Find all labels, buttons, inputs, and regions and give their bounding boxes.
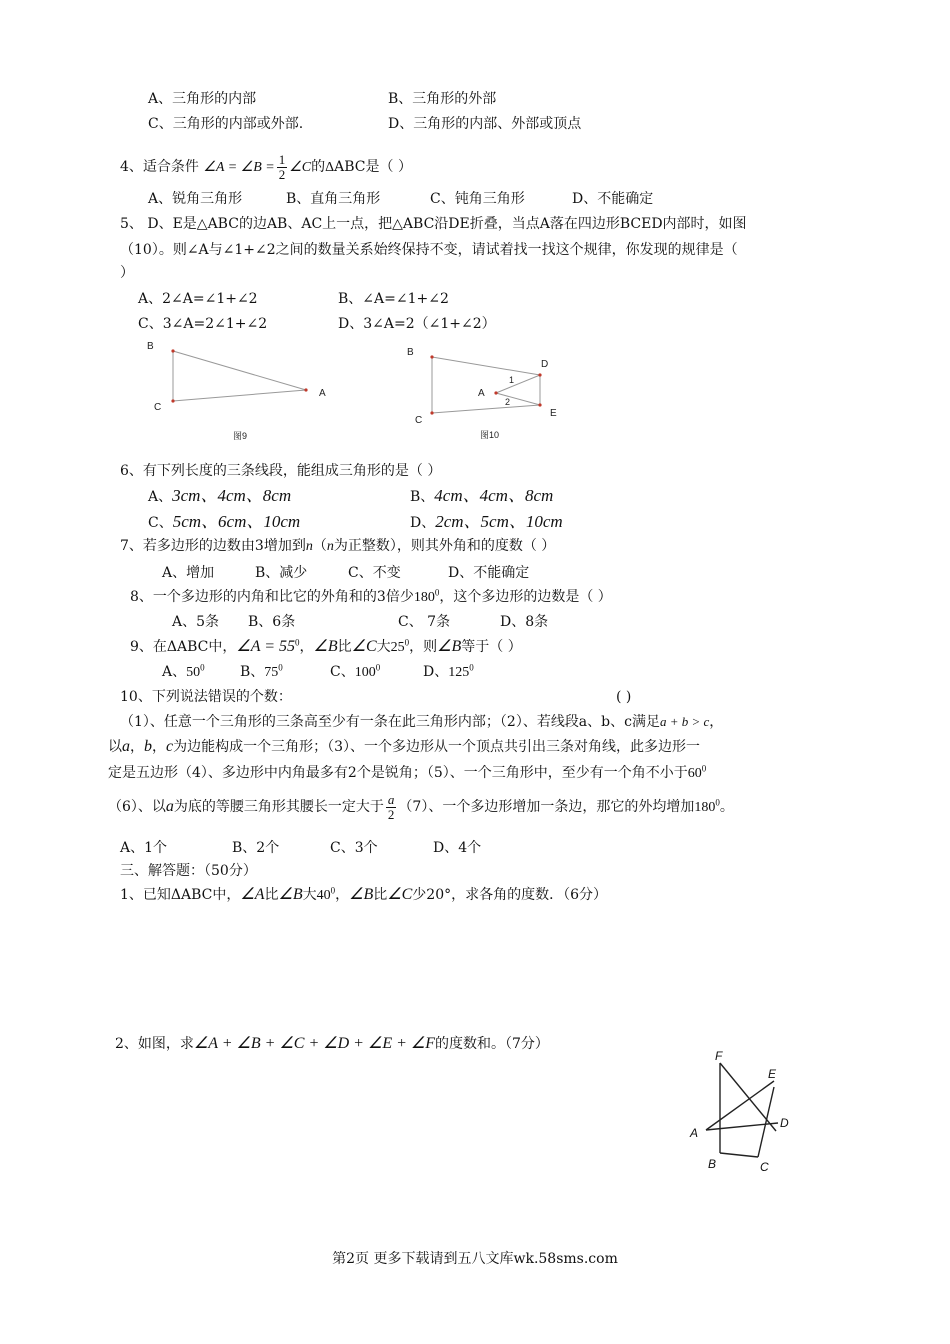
q10-stem: 10、下列说法错误的个数： — [120, 689, 292, 705]
fig10-label-2: 2 — [505, 397, 511, 407]
q5-option-c: C、3∠A=2∠1+∠2 — [138, 316, 268, 332]
q3-option-a: A、三角形的内部 — [148, 91, 257, 107]
q10-line-2: 以a，b，c为边能构成一个三角形；（3）、一个多边形从一个顶点共引出三条对角线，此多边形一 — [108, 738, 701, 755]
fig-p2-label-c: C — [760, 1160, 769, 1173]
q8-option-a: A、5条 — [172, 614, 220, 630]
q10-line-3: 定是五边形（4）、多边形中内角最多有2个是锐角；（5）、一个三角形中，至少有一个角不小于$60^0$ — [108, 763, 707, 781]
q5-line-3: ） — [120, 265, 134, 281]
q10-option-a: A、1个 — [120, 840, 168, 856]
q10-line-4: （6）、以a为底的等腰三角形其腰长一定大于 $\frac{a}{2}$ （7）、一个多边形增加一条边，那它的外均增加$180^0$。 — [108, 791, 734, 822]
q5-line-1: 5、 D、E是△ABC的边AB、AC上一点，把△ABC沿DE折叠，当点A落在四边形BCED内部时，如图 — [120, 216, 747, 232]
q4-option-b: B、直角三角形 — [286, 191, 381, 207]
q10-answer-paren: ( ) — [616, 689, 632, 705]
q4-stem: 4、适合条件 ∠A = ∠B = $\frac{1}{2}$ ∠C的ΔABC是（ ） — [120, 151, 412, 182]
q8-option-c: C、 7条 — [398, 614, 451, 630]
q8-option-b: B、6条 — [248, 614, 296, 630]
q10-option-d: D、4个 — [433, 840, 482, 856]
fig-p2-label-d: D — [780, 1116, 789, 1130]
q10-option-c: C、3个 — [330, 840, 378, 856]
q4-option-c: C、钝角三角形 — [430, 191, 525, 207]
q9-option-a: A、$50^0$ — [162, 662, 205, 680]
q5-line-2: （10）。则∠A与∠1+∠2之间的数量关系始终保持不变，请试着找一找这个规律，你发现的规律是（ — [120, 242, 738, 258]
q10-fraction: $\frac{a}{2}$ — [387, 791, 395, 822]
q7-option-b: B、减少 — [255, 565, 308, 581]
q6-stem: 6、有下列长度的三条线段，能组成三角形的是（ ） — [120, 463, 442, 479]
q7-option-a: A、增加 — [162, 565, 215, 581]
figure-10 — [400, 335, 580, 445]
q4-option-a: A、锐角三角形 — [148, 191, 243, 207]
fig10-label-b: B — [407, 347, 414, 358]
fig10-label-d: D — [541, 359, 549, 370]
fig9-label-a: A — [319, 388, 326, 399]
q6-option-d: D、2cm、5cm、10cm — [410, 512, 563, 531]
fig-p2-label-f: F — [715, 1049, 723, 1063]
q7-option-d: D、不能确定 — [448, 565, 530, 581]
fig9-label-b: B — [147, 341, 154, 352]
q6-option-b: B、4cm、4cm、8cm — [410, 486, 554, 505]
q9-option-c: C、$100^0$ — [330, 662, 381, 680]
q6-option-c: C、5cm、6cm、10cm — [148, 512, 301, 531]
q10-line-1: （1）、任意一个三角形的三条高至少有一条在此三角形内部；（2）、若线段a、b、c满足a + b > c， — [120, 714, 724, 730]
problem-2: 2、如图，求∠A + ∠B + ∠C + ∠D + ∠E + ∠F的度数和。（7分） — [115, 1035, 549, 1052]
fig9-caption: 图9 — [233, 431, 248, 441]
q8-option-d: D、8条 — [500, 614, 549, 630]
q10-option-b: B、2个 — [232, 840, 280, 856]
fig10-label-a: A — [478, 388, 485, 399]
q7-option-c: C、不变 — [348, 565, 401, 581]
q3-option-d: D、三角形的内部、外部或顶点 — [388, 116, 582, 132]
q7-stem: 7、若多边形的边数由3增加到n（n为正整数），则其外角和的度数（ ） — [120, 538, 556, 554]
fig10-label-e: E — [550, 408, 557, 419]
q6-option-a: A、3cm、4cm、8cm — [148, 486, 292, 505]
q5-option-a: A、2∠A=∠1+∠2 — [138, 291, 258, 307]
q9-stem: 9、在ΔABC中，∠A = $55^0$，∠B比∠C大$25^0$，则∠B等于（ ） — [130, 637, 522, 655]
fig10-label-1: 1 — [509, 375, 515, 385]
q8-stem: 8、一个多边形的内角和比它的外角和的3倍少$180^0$，这个多边形的边数是（ ） — [130, 587, 612, 605]
q4-fraction: $\frac{1}{2}$ — [278, 151, 286, 182]
q3-option-c: C、三角形的内部或外部. — [148, 116, 304, 132]
q5-option-b: B、∠A=∠1+∠2 — [338, 291, 449, 307]
fig-p2-label-a: A — [690, 1126, 699, 1140]
q4-option-d: D、不能确定 — [572, 191, 654, 207]
fig9-label-c: C — [154, 402, 162, 413]
problem-1: 1、已知ΔABC中，∠A比∠B大$40^0$，∠B比∠C少20°，求各角的度数．（6分） — [120, 885, 608, 903]
figure-9 — [140, 335, 350, 445]
q9-option-b: B、$75^0$ — [240, 662, 283, 680]
fig-p2-label-b: B — [708, 1157, 717, 1171]
q3-option-b: B、三角形的外部 — [388, 91, 497, 107]
q5-option-d: D、3∠A=2（∠1+∠2） — [338, 316, 496, 332]
fig10-label-c: C — [415, 415, 423, 426]
fig-p2-label-e: E — [768, 1067, 777, 1081]
fig10-caption: 图10 — [480, 430, 500, 440]
problem-2-figure — [686, 1045, 802, 1173]
page-footer: 第2页 更多下载请到五八文库wk.58sms.com — [332, 1251, 618, 1267]
q9-option-d: D、$125^0$ — [423, 662, 474, 680]
section-3-title: 三、解答题：（50分） — [120, 863, 257, 879]
